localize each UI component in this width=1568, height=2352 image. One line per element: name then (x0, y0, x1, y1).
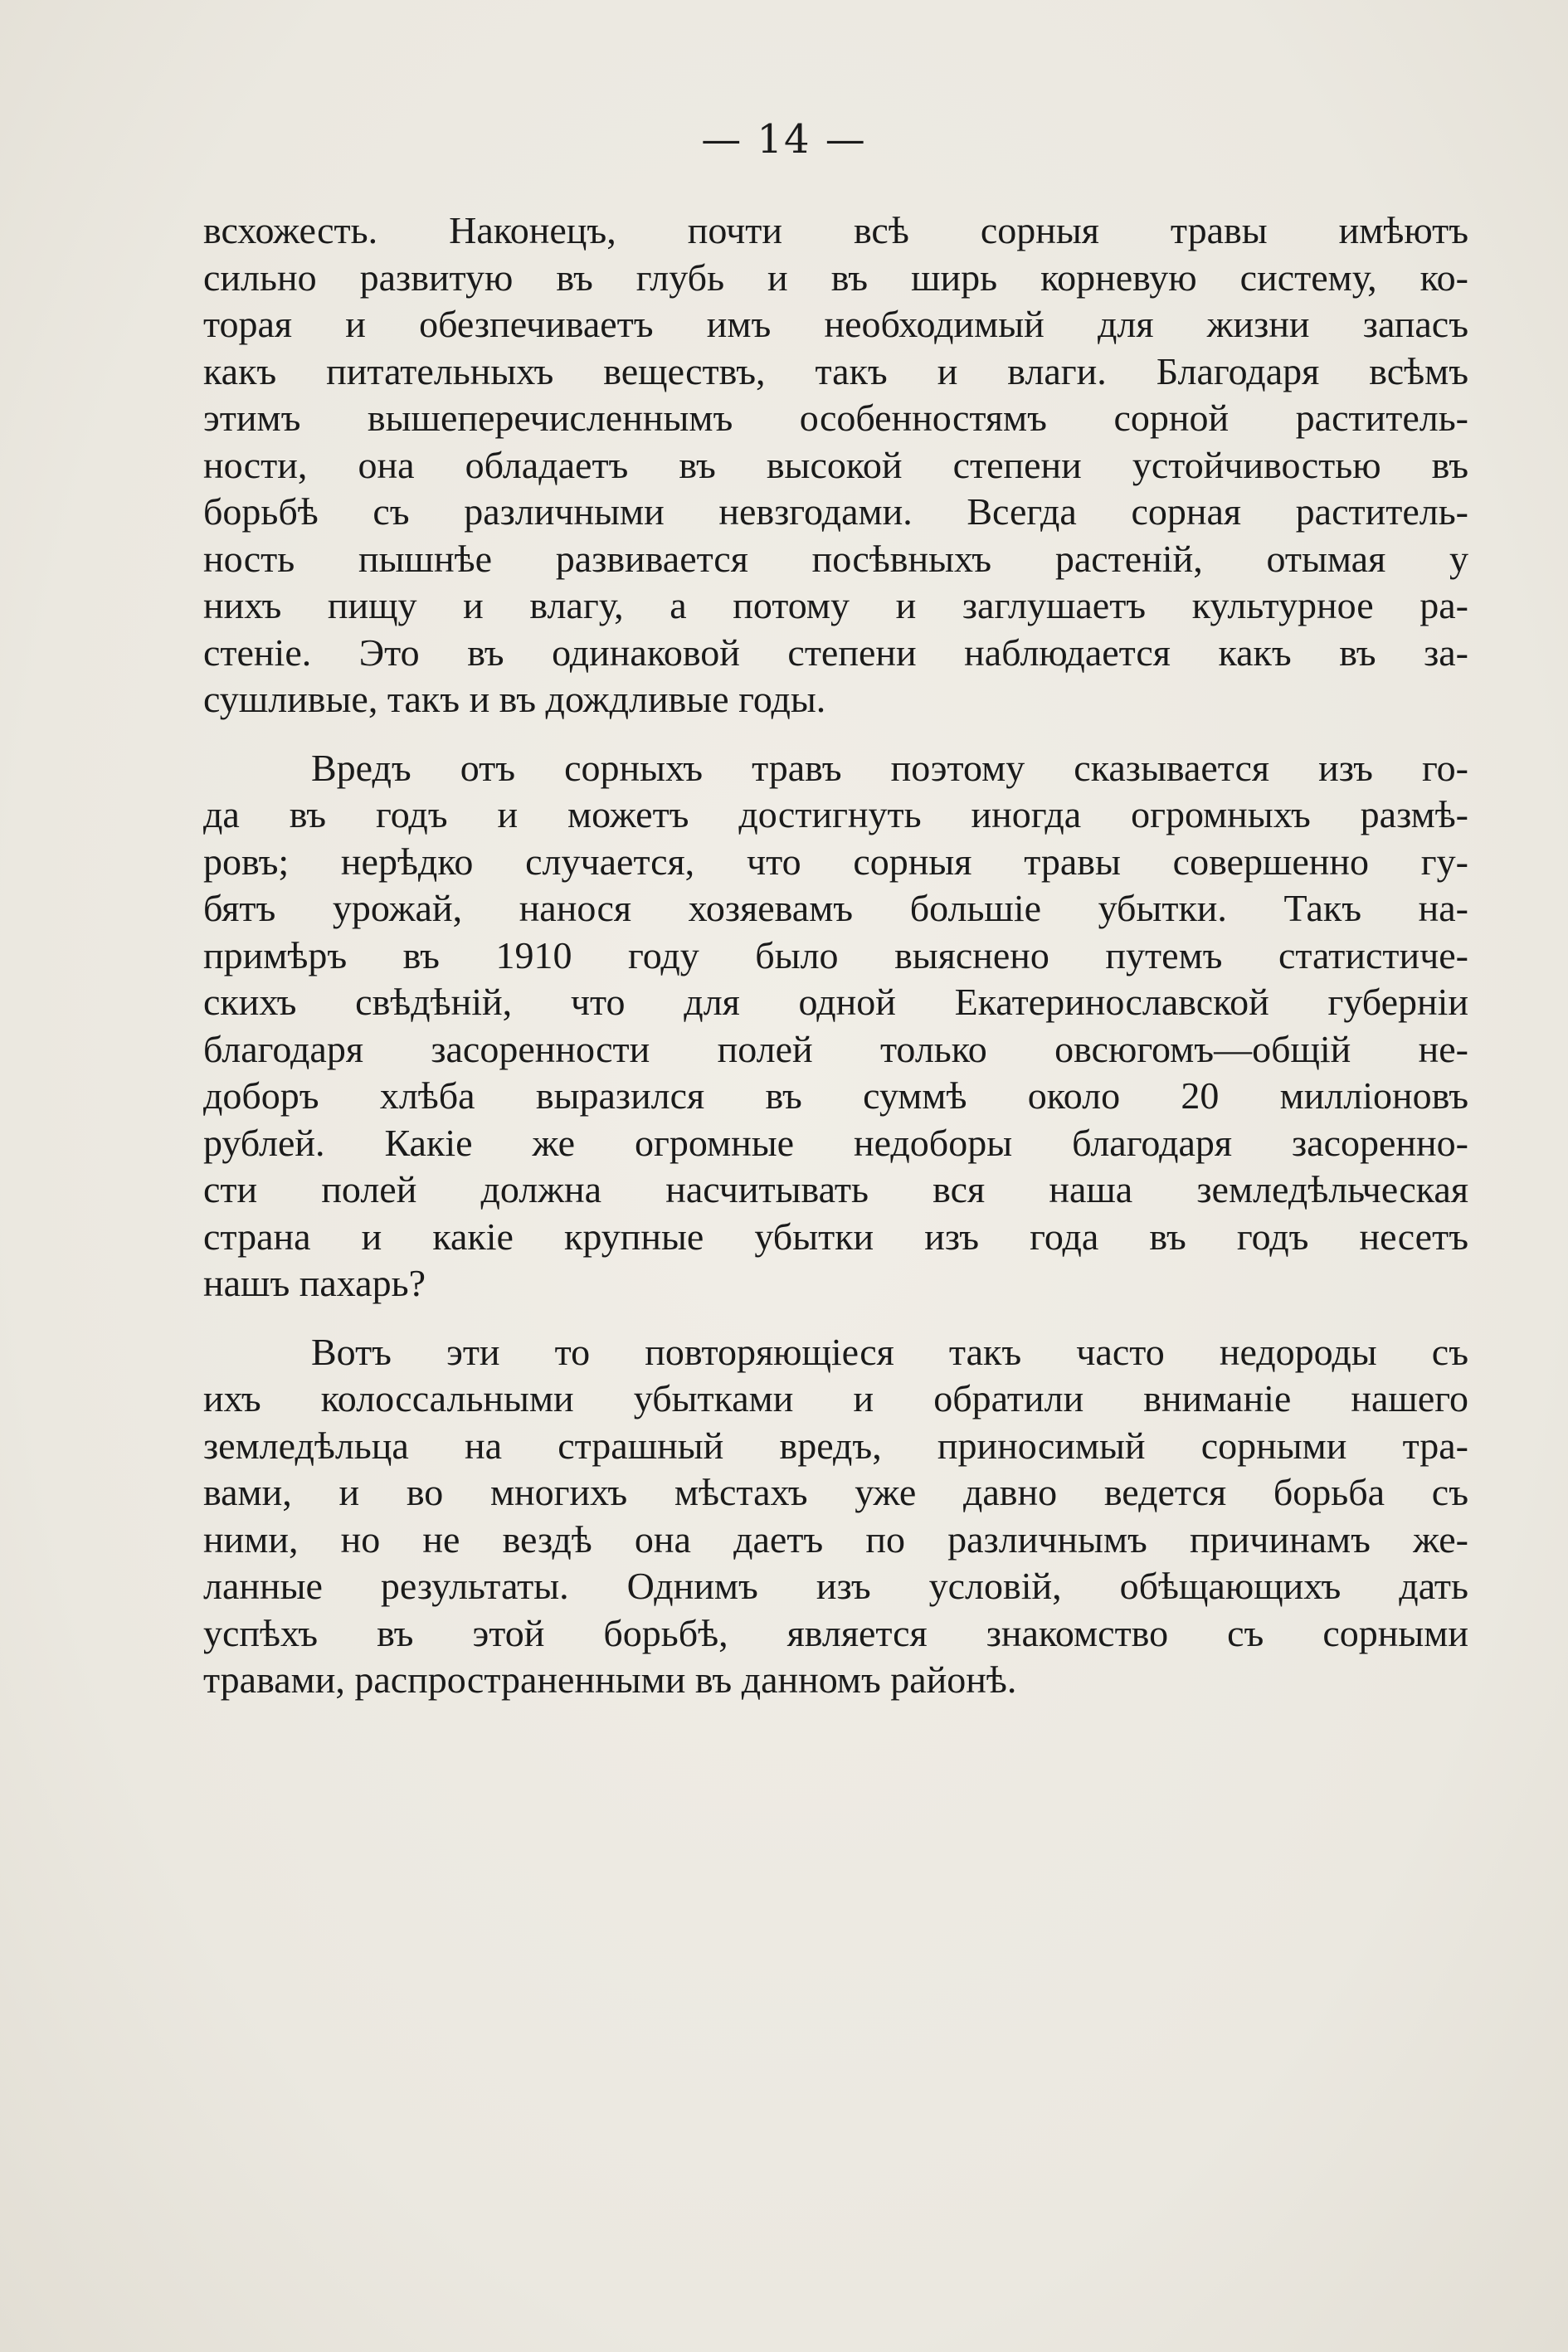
text-line: торая и обезпечиваетъ имъ необходимый для жизни запасъ (203, 303, 1468, 345)
text-line: сушливые, такъ и въ дождливые годы. (203, 678, 826, 720)
body-text (203, 207, 1468, 1704)
paragraph-3 (203, 1329, 1468, 1704)
text-line: травами, распространенными въ данномъ районѣ. (203, 1658, 1017, 1701)
paragraph-2 (203, 745, 1468, 1307)
text-line: благодаря засоренности полей только овсюгомъ—общій не- (203, 1027, 1468, 1070)
text-line: вами, и во многихъ мѣстахъ уже давно ведется борьба съ (203, 1471, 1468, 1513)
text-line: этимъ вышеперечисленнымъ особенностямъ сорной раститель- (203, 397, 1468, 439)
text-line: успѣхъ въ этой борьбѣ, является знакомство съ сорными (203, 1611, 1468, 1654)
text-line: ность пышнѣе развивается посѣвныхъ растеній, отымая у (203, 537, 1468, 580)
text-line: бятъ урожай, нанося хозяевамъ большіе убытки. Такъ на- (203, 887, 1468, 929)
text-line: какъ питательныхъ веществъ, такъ и влаги. Благодаря всѣмъ (203, 349, 1468, 392)
text-line: Вотъ эти то повторяющіеся такъ часто недороды съ (311, 1330, 1468, 1373)
text-line: Вредъ отъ сорныхъ травъ поэтому сказывается изъ го- (311, 746, 1468, 789)
text-line: сильно развитую въ глубь и въ ширь корневую систему, ко- (203, 256, 1468, 299)
text-line: стеніе. Это въ одинаковой степени наблюдается какъ въ за- (203, 631, 1468, 674)
page-number: — 14 — (701, 116, 867, 163)
text-line: земледѣльца на страшный вредъ, приносимый сорными тра- (203, 1424, 1468, 1467)
text-line: скихъ свѣдѣній, что для одной Екатеринославской губерніи (203, 981, 1468, 1023)
text-line: ними, но не вездѣ она даетъ по различнымъ причинамъ же- (203, 1517, 1468, 1561)
text-line: нашъ пахарь? (203, 1262, 426, 1304)
text-line: страна и какіе крупные убытки изъ года въ годъ несетъ (203, 1215, 1468, 1258)
text-line: примѣръ въ 1910 году было выяснено путемъ статистиче- (203, 933, 1468, 976)
text-line: ланные результаты. Однимъ изъ условій, обѣщающихъ дать (203, 1565, 1468, 1607)
text-line: ности, она обладаетъ въ высокой степени устойчивостью въ (203, 443, 1468, 486)
text-line: рублей. Какіе же огромные недоборы благодаря засоренно- (203, 1121, 1468, 1164)
text-line: всхожесть. Наконецъ, почти всѣ сорныя травы имѣютъ (203, 209, 1468, 251)
text-line: ровъ; нерѣдко случается, что сорныя травы совершенно гу- (203, 840, 1468, 883)
text-line: сти полей должна насчитывать вся наша земледѣльческая (203, 1168, 1468, 1210)
paragraph-1 (203, 207, 1468, 723)
text-line: ихъ колоссальными убытками и обратили вниманіе нашего (203, 1377, 1468, 1419)
text-line: да въ годъ и можетъ достигнуть иногда огромныхъ размѣ- (203, 793, 1468, 835)
text-line: нихъ пищу и влагу, а потому и заглушаетъ культурное ра- (203, 584, 1468, 626)
text-line: доборъ хлѣба выразился въ суммѣ около 20 милліоновъ (203, 1074, 1468, 1117)
text-line: борьбѣ съ различными невзгодами. Всегда сорная раститель- (203, 490, 1468, 533)
